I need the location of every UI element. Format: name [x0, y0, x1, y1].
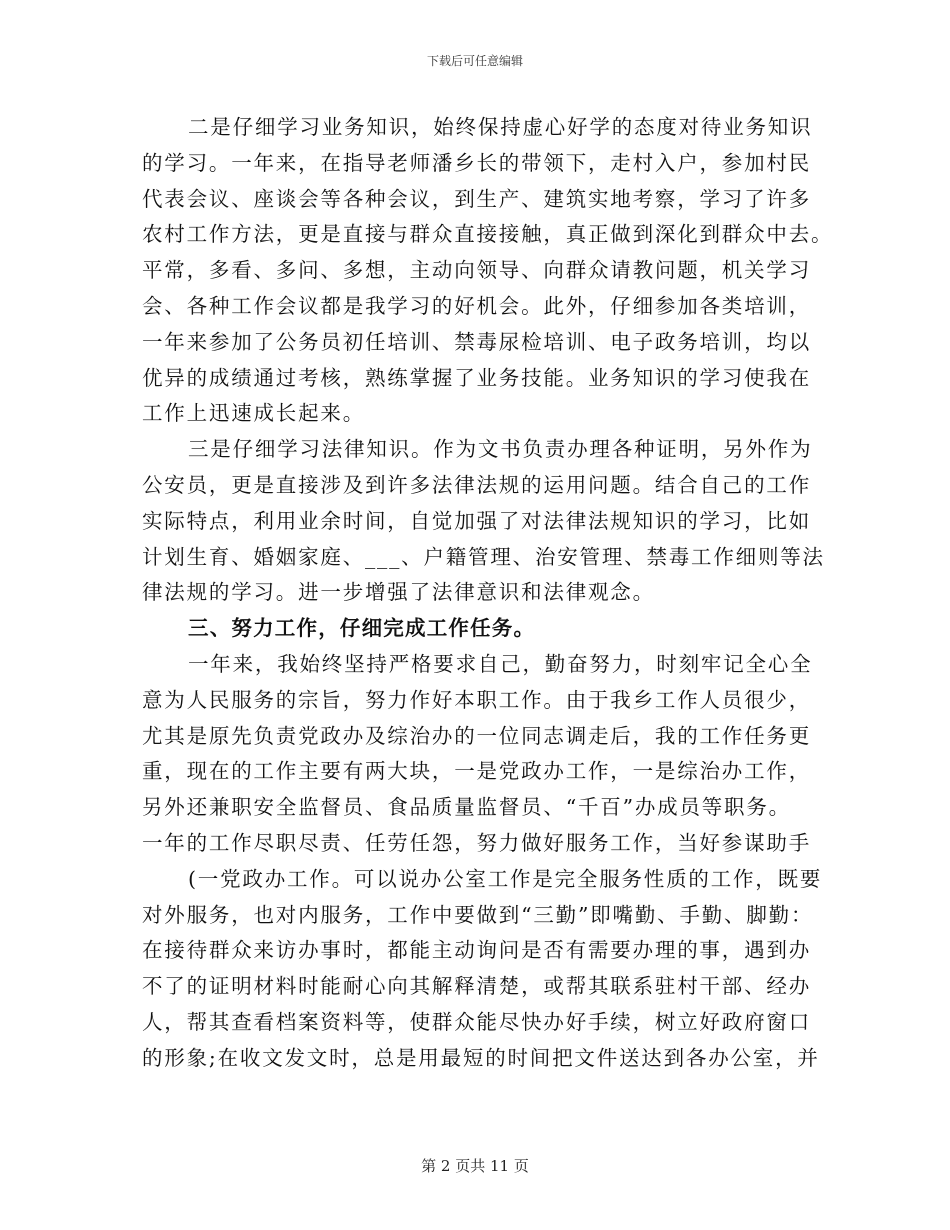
text-line: 在接待群众来访办事时，都能主动询问是否有需要办理的事，遇到办	[142, 938, 811, 963]
text-line: 人，帮其查看档案资料等，使群众能尽快办好手续，树立好政府窗口	[142, 1009, 811, 1034]
text-line: 三是仔细学习法律知识。作为文书负责办理各种证明，另外作为	[188, 437, 813, 462]
text-line: 公安员，更是直接涉及到许多法律法规的运用问题。结合自己的工作	[142, 472, 811, 497]
page-header: 下载后可任意编辑	[426, 54, 523, 68]
text-line: 的形象;在收文发文时，总是用最短的时间把文件送达到各办公室，并	[142, 1045, 820, 1070]
text-line: 意为人民服务的宗旨，努力作好本职工作。由于我乡工作人员很少，	[142, 687, 811, 712]
text-line: 重，现在的工作主要有两大块，一是党政办工作，一是综治办工作，	[142, 759, 811, 784]
text-line: 律法规的学习。进一步增强了法律意识和法律观念。	[142, 580, 655, 605]
document-body	[142, 110, 834, 1077]
text-line: 的学习。一年来，在指导老师潘乡长的带领下，走村入户，参加村民	[142, 150, 811, 175]
text-line: 尤其是原先负责党政办及综治办的一位同志调走后，我的工作任务更	[142, 723, 811, 748]
text-line: 二是仔细学习业务知识，始终保持虚心好学的态度对待业务知识	[188, 115, 813, 139]
text-line: 平常，多看、多问、多想，主动向领导、向群众请教问题，机关学习	[142, 258, 811, 283]
text-line: 另外还兼职安全监督员、食品质量监督员、“千百”办成员等职务。	[142, 795, 791, 820]
section-heading: 三、努力工作，仔细完成工作任务。	[188, 616, 536, 641]
text-line: 一年的工作尽职尽责、任劳任怨，努力做好服务工作，当好参谋助手	[142, 830, 811, 855]
text-line: 优异的成绩通过考核，熟练掌握了业务技能。业务知识的学习使我在	[142, 365, 811, 390]
text-line: 会、各种工作会议都是我学习的好机会。此外，仔细参加各类培训，	[142, 293, 811, 318]
text-line: 一年来，我始终坚持严格要求自己，勤奋努力，时刻牢记全心全	[188, 651, 813, 676]
text-line: 工作上迅速成长起来。	[142, 401, 365, 426]
text-line: 实际特点，利用业余时间，自觉加强了对法律法规知识的学习，比如	[142, 508, 811, 533]
text-line: (一党政办工作。可以说办公室工作是完全服务性质的工作，既要	[188, 866, 823, 891]
page-footer: 第 2 页共 11 页	[421, 1157, 529, 1175]
text-line: 一年来参加了公务员初任培训、禁毒尿检培训、电子政务培训，均以	[142, 329, 811, 354]
text-line: 农村工作方法，更是直接与群众直接接触，真正做到深化到群众中去。	[142, 222, 834, 247]
text-line: 对外服务，也对内服务，工作中要做到“三勤”即嘴勤、手勤、脚勤：	[142, 902, 814, 927]
text-line: 代表会议、座谈会等各种会议，到生产、建筑实地考察，学习了许多	[142, 186, 811, 211]
text-line: 不了的证明材料时能耐心向其解释清楚，或帮其联系驻村干部、经办	[142, 974, 811, 999]
text-line: 计划生育、婚姻家庭、___、户籍管理、治安管理、禁毒工作细则等法	[142, 544, 825, 569]
